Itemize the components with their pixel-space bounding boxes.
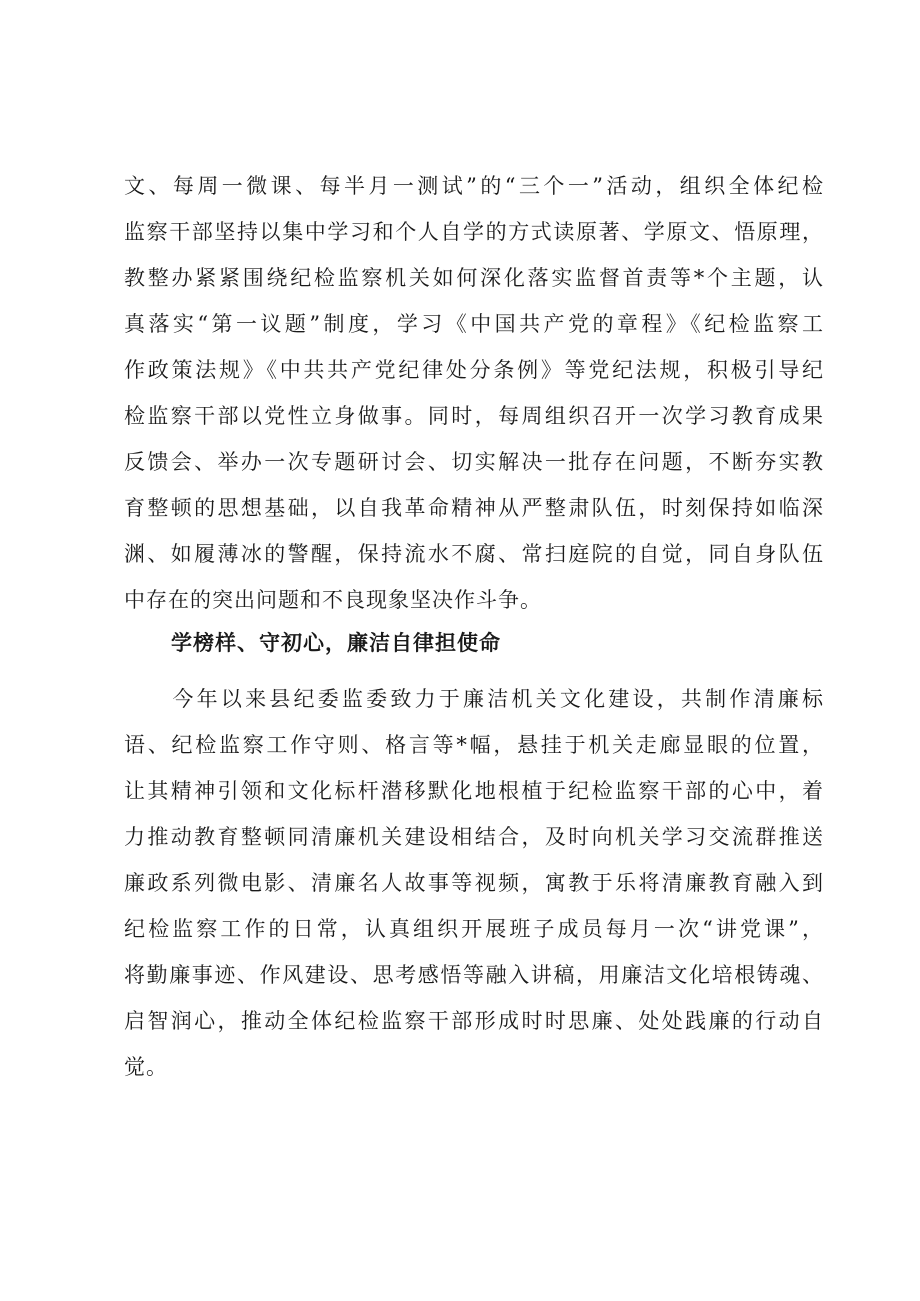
text-line: 真落实“第一议题”制度，学习《中国共产党的章程》《纪检监察工 <box>124 312 824 336</box>
text-line: 教整办紧紧围绕纪检监察机关如何深化落实监督首责等*个主题，认 <box>124 266 824 290</box>
body-paragraph-1 <box>124 163 824 623</box>
text-line: 中存在的突出问题和不良现象坚决作斗争。 <box>124 588 542 612</box>
text-line: 廉政系列微电影、清廉名人故事等视频，寓教于乐将清廉教育融入到 <box>124 871 824 895</box>
text-line: 让其精神引领和文化标杆潜移默化地根植于纪检监察干部的心中，着 <box>124 779 824 803</box>
text-line: 文、每周一微课、每半月一测试”的“三个一”活动，组织全体纪检 <box>124 174 824 198</box>
text-line: 检监察干部以党性立身做事。同时，每周组织召开一次学习教育成果 <box>124 404 824 428</box>
text-line: 今年以来县纪委监委致力于廉洁机关文化建设，共制作清廉标 <box>124 687 824 711</box>
section-heading: 学榜样、守初心，廉洁自律担使命 <box>171 631 501 655</box>
text-line: 觉。 <box>124 1055 168 1079</box>
text-line: 将勤廉事迹、作风建设、思考感悟等融入讲稿，用廉洁文化培根铸魂、 <box>124 963 824 987</box>
text-line: 纪检监察工作的日常，认真组织开展班子成员每月一次“讲党课”， <box>124 917 824 941</box>
text-line: 监察干部坚持以集中学习和个人自学的方式读原著、学原文、悟原理， <box>124 220 824 244</box>
text-line: 反馈会、举办一次专题研讨会、切实解决一批存在问题，不断夯实教 <box>124 450 824 474</box>
text-line: 渊、如履薄冰的警醒，保持流水不腐、常扫庭院的自觉，同自身队伍 <box>124 542 824 566</box>
body-paragraph-2 <box>124 676 824 1090</box>
text-line: 启智润心，推动全体纪检监察干部形成时时思廉、处处践廉的行动自 <box>124 1009 824 1033</box>
text-line: 力推动教育整顿同清廉机关建设相结合，及时向机关学习交流群推送 <box>124 825 824 849</box>
text-line: 育整顿的思想基础，以自我革命精神从严整肃队伍，时刻保持如临深 <box>124 496 824 520</box>
text-line: 作政策法规》《中共共产党纪律处分条例》等党纪法规，积极引导纪 <box>124 358 824 382</box>
text-line: 语、纪检监察工作守则、格言等*幅，悬挂于机关走廊显眼的位置， <box>124 733 824 757</box>
